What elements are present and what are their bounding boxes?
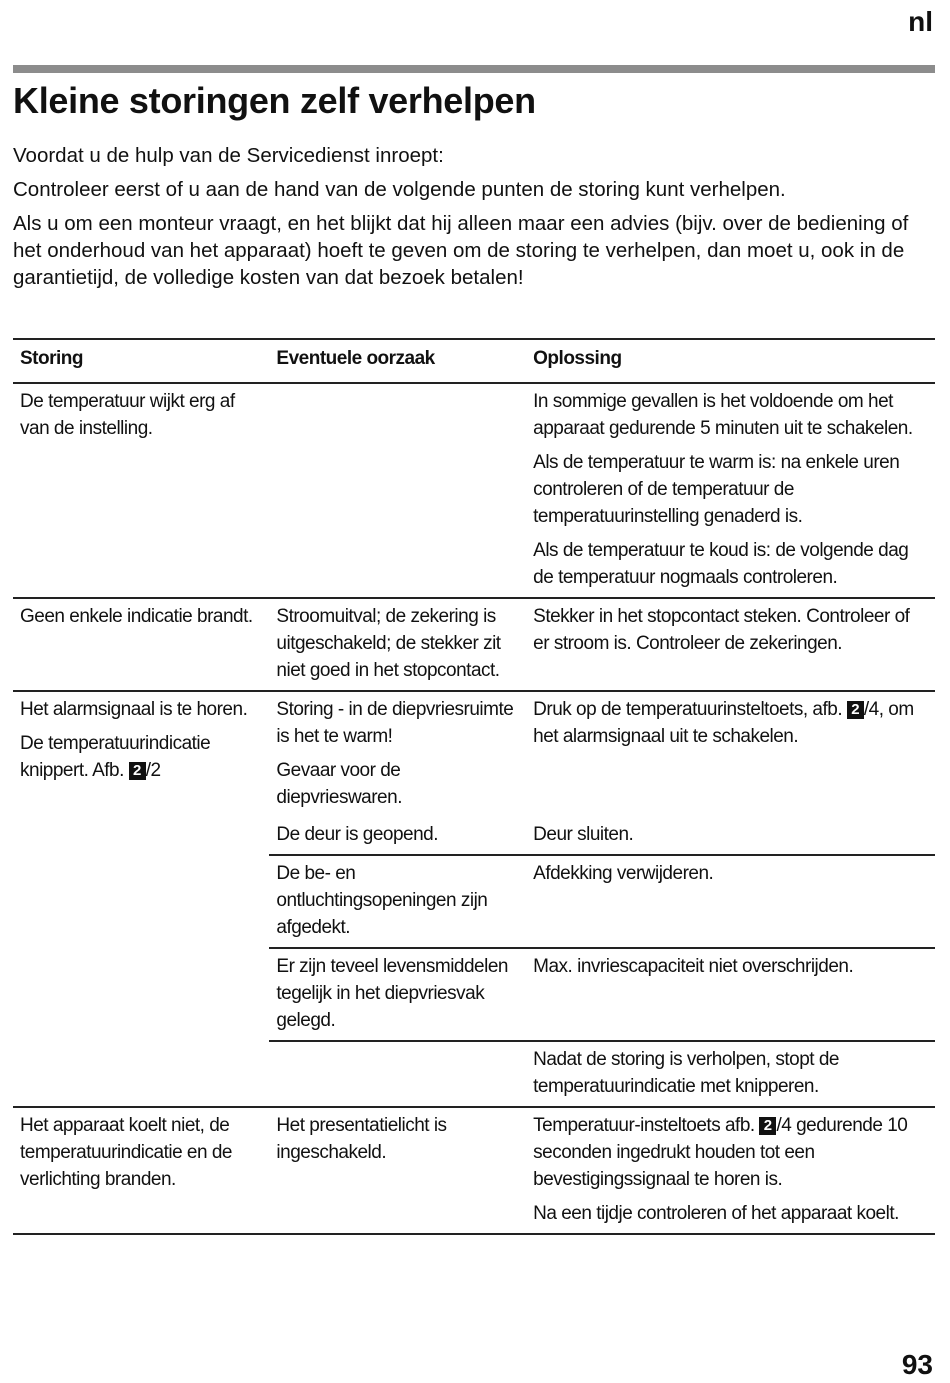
table-row	[13, 1107, 935, 1234]
cell-oplossing	[526, 817, 935, 855]
cell-text: Max. invriescapaciteit niet overschrijden.	[533, 956, 854, 977]
column-header-oplossing: Oplossing	[526, 339, 935, 383]
cell-text: Het presentatielicht is ingeschakeld.	[276, 1115, 447, 1163]
cell-storing	[13, 691, 269, 1107]
cell-text: Afdekking verwijderen.	[533, 863, 714, 884]
column-header-oorzaak: Eventuele oorzaak	[269, 339, 526, 383]
cell-text: Het alarmsignaal is te horen.	[20, 699, 248, 720]
cell-oplossing	[526, 948, 935, 1041]
cell-storing	[13, 598, 269, 691]
cell-oplossing	[526, 1041, 935, 1107]
table-row	[13, 383, 935, 598]
cell-text-part: /4, om het alarmsignaal uit te schakelen.	[533, 699, 914, 747]
language-code: nl	[908, 6, 933, 37]
cell-text: Stekker in het stopcontact steken. Controleer of er stroom is. Controleer de zekeringen.	[533, 606, 910, 654]
cell-text: Deur sluiten.	[533, 824, 634, 845]
cell-storing	[13, 383, 269, 598]
cell-text: Er zijn teveel levensmiddelen tegelijk in het diepvriesvak gelegd.	[276, 956, 508, 1031]
cell-text: Na een tijdje controleren of het apparaat koelt.	[533, 1203, 899, 1224]
column-header-storing: Storing	[13, 339, 269, 383]
intro-paragraph: Als u om een monteur vraagt, en het blijkt dat hij alleen maar een advies (bijv. over de bediening of het onderhoud van het apparaat) hoeft te geven om de storing te verhelpen, dan moet u, ook in de garantietijd, de volledige kosten van dat bezoek betalen!	[13, 212, 909, 289]
table-row	[13, 598, 935, 691]
cell-oorzaak	[269, 383, 526, 598]
cell-oplossing	[526, 383, 935, 598]
cell-oplossing	[526, 855, 935, 948]
cell-text: Storing - in de diepvriesruimte is het te warm!	[276, 699, 514, 747]
cell-text-part: /2	[145, 760, 161, 781]
figure-number-badge: 2	[759, 1117, 776, 1135]
page-number: 93	[901, 1349, 933, 1380]
page-title: Kleine storingen zelf verhelpen	[13, 80, 536, 121]
cell-text	[20, 730, 263, 784]
intro-paragraph: Controleer eerst of u aan de hand van de volgende punten de storing kunt verhelpen.	[13, 178, 786, 201]
cell-text: De deur is geopend.	[276, 824, 439, 845]
cell-text: Geen enkele indicatie brandt.	[20, 606, 253, 627]
table-row	[13, 691, 935, 817]
cell-text: Als de temperatuur te koud is: de volgende dag de temperatuur nogmaals controleren.	[533, 540, 909, 588]
header-rule	[13, 65, 935, 73]
cell-oorzaak	[269, 598, 526, 691]
cell-text	[533, 696, 929, 750]
cell-storing	[13, 1107, 269, 1234]
figure-number-badge: 2	[847, 701, 864, 719]
cell-oplossing	[526, 598, 935, 691]
cell-text: In sommige gevallen is het voldoende om het apparaat gedurende 5 minuten uit te schakelen.	[533, 391, 913, 439]
cell-text-part: Temperatuur-insteltoets afb.	[533, 1115, 755, 1136]
cell-text: Nadat de storing is verholpen, stopt de temperatuurindicatie met knipperen.	[533, 1049, 839, 1097]
cell-text: Stroomuitval; de zekering is uitgeschakeld; de stekker zit niet goed in het stopcontact.	[276, 606, 501, 681]
cell-oorzaak	[269, 817, 526, 855]
table-header-row	[13, 339, 935, 383]
cell-text-part: De temperatuurindicatie knippert. Afb.	[20, 733, 211, 781]
cell-text: Gevaar voor de diepvrieswaren.	[276, 760, 402, 808]
cell-text: Als de temperatuur te warm is: na enkele uren controleren of de temperatuur de temperatuurinstelling genaderd is.	[533, 452, 900, 527]
cell-oplossing	[526, 1107, 935, 1234]
cell-text: De be- en ontluchtingsopeningen zijn afgedekt.	[276, 863, 488, 938]
cell-oplossing	[526, 691, 935, 817]
cell-text: Het apparaat koelt niet, de temperatuurindicatie en de verlichting branden.	[20, 1115, 232, 1190]
cell-oorzaak	[269, 691, 526, 817]
cell-text	[533, 1112, 929, 1193]
intro-text	[13, 142, 938, 298]
troubleshooting-table	[13, 338, 935, 1235]
cell-oorzaak	[269, 855, 526, 948]
intro-paragraph: Voordat u de hulp van de Servicedienst inroept:	[13, 144, 444, 167]
cell-text: De temperatuur wijkt erg af van de instelling.	[20, 391, 235, 439]
cell-text-part: Druk op de temperatuurinsteltoets, afb.	[533, 699, 843, 720]
cell-oorzaak	[269, 948, 526, 1041]
cell-oorzaak	[269, 1041, 526, 1107]
figure-number-badge: 2	[129, 762, 146, 780]
cell-text-part: /4 gedurende 10 seconden ingedrukt houden tot een bevestigingssignaal te horen is.	[533, 1115, 908, 1190]
cell-oorzaak	[269, 1107, 526, 1234]
